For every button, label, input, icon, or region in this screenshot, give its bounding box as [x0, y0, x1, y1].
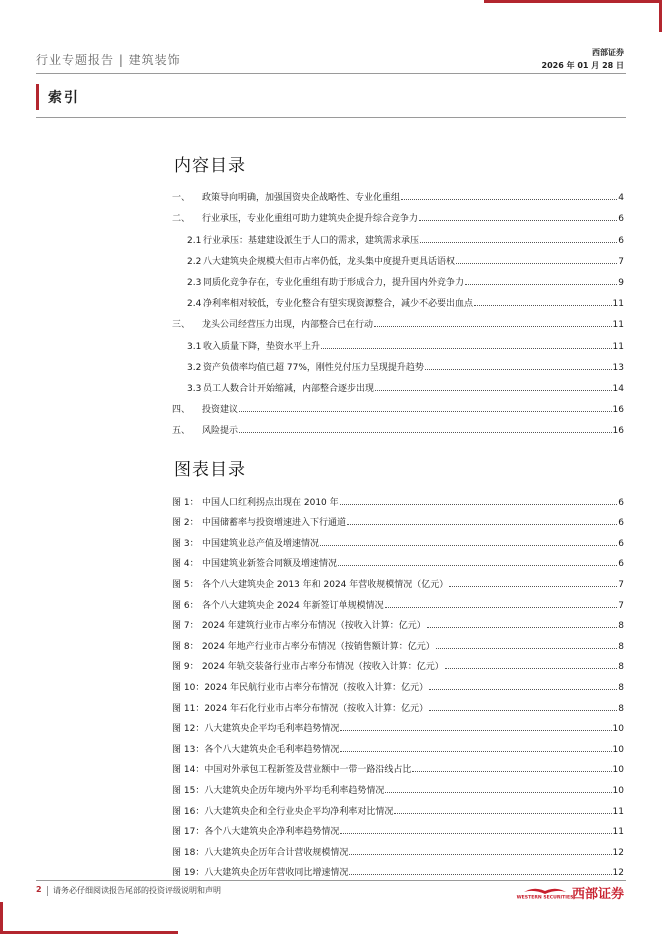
toc-entry-number: 图 7： — [172, 621, 199, 632]
page-number: 2 — [36, 885, 42, 894]
toc-entry-title: 八大建筑央企历年合计营收规模情况 — [204, 847, 349, 858]
contents-entry[interactable] — [172, 309, 624, 330]
toc-entry-title: 中国对外承包工程新签及营业额中一带一路沿线占比 — [204, 765, 412, 776]
toc-entry-number: 图 2： — [172, 518, 199, 529]
toc-dot-leader — [429, 689, 617, 690]
toc-entry-page: 8 — [618, 682, 624, 693]
toc-entry-page: 9 — [618, 277, 624, 288]
toc-entry-page: 11 — [612, 320, 624, 331]
toc-entry-title: 各个八大建筑央企 2024 年新签订单规模情况 — [202, 600, 384, 611]
toc-entry-number: 五、 — [172, 426, 191, 437]
toc-dot-leader — [349, 874, 611, 875]
figure-entry[interactable] — [172, 652, 624, 673]
toc-dot-leader — [436, 648, 617, 649]
toc-entry-number: 图 9： — [172, 662, 199, 673]
section-divider — [36, 117, 626, 118]
corner-frame-bottom-left — [0, 931, 178, 934]
figure-entry[interactable] — [172, 611, 624, 632]
figure-entry[interactable] — [172, 693, 624, 714]
figure-entry[interactable] — [172, 590, 624, 611]
contents-entry[interactable] — [172, 182, 624, 203]
toc-entry-page: 4 — [618, 193, 624, 204]
toc-dot-leader — [419, 220, 617, 221]
figure-entry[interactable] — [172, 528, 624, 549]
toc-entry-page: 7 — [618, 600, 624, 611]
toc-dot-leader — [412, 771, 611, 772]
logo-brand-text: 西部证券 — [571, 887, 624, 902]
toc-dot-leader — [340, 504, 618, 505]
toc-dot-leader — [420, 242, 617, 243]
toc-entry-page: 11 — [612, 341, 624, 352]
toc-entry-page: 6 — [618, 235, 624, 246]
contents-entry[interactable] — [172, 267, 624, 288]
toc-entry-number: 3.2 — [187, 362, 202, 373]
toc-entry-page: 8 — [618, 703, 624, 714]
toc-entry-title: 2024 年地产行业市占率分布情况（按销售额计算：亿元） — [202, 641, 435, 652]
report-date: 2026 年 01 月 28 日 — [541, 61, 624, 70]
toc-entry-page: 10 — [612, 744, 624, 755]
toc-entry-number: 图 15： — [172, 785, 205, 796]
toc-dot-leader — [401, 199, 617, 200]
toc-entry-page: 16 — [612, 426, 624, 437]
contents-entry[interactable] — [172, 288, 624, 309]
footer-divider — [36, 880, 626, 881]
figure-entry[interactable] — [172, 569, 624, 590]
toc-entry-title: 资产负债率均值已超 77%，刚性兑付压力呈现提升趋势 — [203, 362, 424, 373]
contents-entry[interactable] — [172, 203, 624, 224]
toc-entry-title: 收入质量下降，垫资水平上升 — [203, 341, 321, 352]
toc-entry-title: 各个八大建筑央企毛利率趋势情况 — [204, 744, 340, 755]
contents-entry[interactable] — [172, 224, 624, 245]
toc-entry-number: 图 4： — [172, 559, 199, 570]
footer-disclaimer: 请务必仔细阅读报告尾部的投资评级说明和声明 — [53, 886, 221, 895]
toc-entry-number: 2.2 — [187, 256, 202, 267]
figure-entry[interactable] — [172, 796, 624, 817]
toc-dot-leader — [321, 348, 612, 349]
toc-entry-title: 2024 年建筑行业市占率分布情况（按收入计算：亿元） — [202, 621, 426, 632]
toc-entry-number: 二、 — [172, 214, 191, 225]
toc-entry-page: 8 — [618, 641, 624, 652]
header-firm-name: 西部证券 — [592, 48, 624, 57]
toc-dot-leader — [347, 524, 617, 525]
toc-entry-title: 龙头公司经营压力出现，内部整合已在行动 — [202, 320, 374, 331]
toc-entry-page: 12 — [612, 868, 624, 879]
toc-entry-page: 10 — [612, 785, 624, 796]
figure-entry[interactable] — [172, 672, 624, 693]
corner-frame-top-right — [484, 0, 662, 3]
toc-entry-number: 2.1 — [187, 235, 202, 246]
contents-entry[interactable] — [172, 330, 624, 351]
figure-entry[interactable] — [172, 549, 624, 570]
figure-entry[interactable] — [172, 817, 624, 838]
toc-entry-page: 11 — [612, 806, 624, 817]
toc-dot-leader — [239, 432, 612, 433]
toc-entry-number: 图 17： — [172, 827, 205, 838]
toc-entry-number: 图 11： — [172, 703, 205, 714]
toc-entry-page: 6 — [618, 497, 624, 508]
toc-entry-title: 中国建筑业新签合同额及增速情况 — [202, 559, 338, 570]
footer-separator — [47, 886, 48, 896]
figure-entry[interactable] — [172, 837, 624, 858]
toc-entry-title: 2024 年民航行业市占率分布情况（按收入计算：亿元） — [204, 682, 429, 693]
logo-mark-icon — [516, 885, 574, 901]
toc-entry-number: 3.1 — [187, 341, 202, 352]
contents-entry[interactable] — [172, 394, 624, 415]
section-header — [36, 84, 626, 110]
toc-entry-number: 图 12： — [172, 724, 205, 735]
toc-entry-title: 八大建筑央企平均毛利率趋势情况 — [204, 724, 340, 735]
toc-dot-leader — [456, 263, 617, 264]
toc-dot-leader — [465, 284, 617, 285]
toc-dot-leader — [445, 668, 617, 669]
toc-dot-leader — [425, 369, 612, 370]
toc-dot-leader — [449, 586, 617, 587]
contents-entry[interactable] — [172, 373, 624, 394]
toc-entry-number: 图 19： — [172, 868, 205, 879]
header-divider — [36, 73, 626, 74]
toc-entry-title: 各个八大建筑央企净利率趋势情况 — [204, 827, 340, 838]
contents-list — [172, 182, 624, 436]
toc-entry-page: 10 — [612, 724, 624, 735]
toc-entry-number: 图 14： — [172, 765, 205, 776]
toc-entry-page: 7 — [618, 256, 624, 267]
toc-entry-page: 8 — [618, 621, 624, 632]
toc-dot-leader — [385, 792, 611, 793]
toc-entry-page: 16 — [612, 405, 624, 416]
toc-entry-page: 7 — [618, 579, 624, 590]
toc-entry-number: 图 18： — [172, 847, 205, 858]
toc-entry-title: 八大建筑央企历年营收同比增速情况 — [204, 868, 349, 879]
figure-entry[interactable] — [172, 775, 624, 796]
toc-entry-title: 2024 年轨交装备行业市占率分布情况（按收入计算：亿元） — [202, 662, 444, 673]
section-title: 索引 — [48, 90, 80, 106]
figure-entry[interactable] — [172, 734, 624, 755]
toc-entry-title: 2024 年石化行业市占率分布情况（按收入计算：亿元） — [204, 703, 429, 714]
toc-entry-page: 11 — [612, 827, 624, 838]
toc-entry-title: 政策导向明确，加强国资央企战略性、专业化重组 — [202, 193, 401, 204]
toc-entry-number: 图 10： — [172, 682, 205, 693]
toc-entry-title: 同质化竞争存在，专业化重组有助于形成合力，提升国内外竞争力 — [203, 277, 465, 288]
toc-dot-leader — [349, 854, 611, 855]
toc-entry-page: 6 — [618, 214, 624, 225]
toc-dot-leader — [320, 545, 617, 546]
figure-entry[interactable] — [172, 487, 624, 508]
figure-entry[interactable] — [172, 508, 624, 529]
toc-entry-title: 中国人口红利拐点出现在 2010 年 — [202, 497, 339, 508]
figure-entry[interactable] — [172, 755, 624, 776]
toc-dot-leader — [340, 833, 611, 834]
toc-dot-leader — [338, 565, 617, 566]
report-category: 行业专题报告 | 建筑装饰 — [36, 53, 181, 67]
toc-entry-number: 图 3： — [172, 538, 199, 549]
toc-entry-number: 图 5： — [172, 579, 199, 590]
toc-entry-number: 三、 — [172, 320, 191, 331]
toc-entry-title: 中国储蓄率与投资增速进入下行通道 — [202, 518, 347, 529]
toc-entry-page: 12 — [612, 847, 624, 858]
toc-dot-leader — [239, 411, 612, 412]
toc-entry-title: 净利率相对较低，专业化整合有望实现资源整合，减少不必要出血点 — [203, 299, 474, 310]
toc-entry-number: 图 8： — [172, 641, 199, 652]
toc-dot-leader — [429, 710, 617, 711]
toc-entry-page: 10 — [612, 765, 624, 776]
toc-entry-page: 13 — [612, 362, 624, 373]
toc-entry-title: 各个八大建筑央企 2013 年和 2024 年营收规模情况（亿元） — [202, 579, 449, 590]
toc-entry-title: 投资建议 — [202, 405, 239, 416]
toc-entry-title: 八大建筑央企历年境内外平均毛利率趋势情况 — [204, 785, 385, 796]
figure-entry[interactable] — [172, 858, 624, 879]
contents-entry[interactable] — [172, 415, 624, 436]
toc-entry-number: 一、 — [172, 193, 191, 204]
toc-entry-title: 中国建筑业总产值及增速情况 — [202, 538, 320, 549]
toc-entry-title: 行业承压：基建建设派生于人口的需求，建筑需求承压 — [203, 235, 420, 246]
toc-dot-leader — [374, 326, 612, 327]
toc-dot-leader — [474, 305, 612, 306]
figure-entry[interactable] — [172, 631, 624, 652]
toc-entry-page: 6 — [618, 538, 624, 549]
corner-frame-bottom-left-vertical — [0, 902, 3, 934]
toc-dot-leader — [340, 751, 611, 752]
toc-entry-number: 图 13： — [172, 744, 205, 755]
figures-list — [172, 487, 624, 878]
figures-title: 图表目录 — [174, 460, 246, 480]
toc-dot-leader — [340, 730, 611, 731]
toc-entry-title: 行业承压，专业化重组可助力建筑央企提升综合竞争力 — [202, 214, 419, 225]
toc-entry-number: 图 16： — [172, 806, 205, 817]
toc-entry-page: 11 — [612, 299, 624, 310]
toc-dot-leader — [375, 390, 612, 391]
toc-entry-title: 八大建筑央企规模大但市占率仍低，龙头集中度提升更具话语权 — [203, 256, 456, 267]
contents-entry[interactable] — [172, 352, 624, 373]
toc-entry-page: 6 — [618, 518, 624, 529]
toc-entry-title: 风险提示 — [202, 426, 239, 437]
toc-entry-number: 四、 — [172, 405, 191, 416]
toc-dot-leader — [394, 813, 611, 814]
toc-entry-page: 14 — [612, 383, 624, 394]
toc-entry-number: 3.3 — [187, 383, 202, 394]
toc-entry-number: 图 6： — [172, 600, 199, 611]
toc-dot-leader — [427, 627, 617, 628]
toc-dot-leader — [385, 607, 618, 608]
logo-english-name: WESTERN SECURITIES — [516, 895, 574, 900]
toc-entry-page: 8 — [618, 662, 624, 673]
toc-entry-title: 八大建筑央企和全行业央企平均净利率对比情况 — [204, 806, 394, 817]
toc-entry-title: 员工人数合计开始缩减，内部整合逐步出现 — [203, 383, 375, 394]
company-logo — [516, 883, 624, 902]
section-accent-bar — [36, 84, 39, 110]
figure-entry[interactable] — [172, 714, 624, 735]
contents-title: 内容目录 — [174, 156, 246, 176]
toc-entry-number: 图 1： — [172, 497, 199, 508]
toc-entry-number: 2.3 — [187, 277, 202, 288]
toc-entry-page: 6 — [618, 559, 624, 570]
toc-entry-number: 2.4 — [187, 299, 202, 310]
contents-entry[interactable] — [172, 246, 624, 267]
